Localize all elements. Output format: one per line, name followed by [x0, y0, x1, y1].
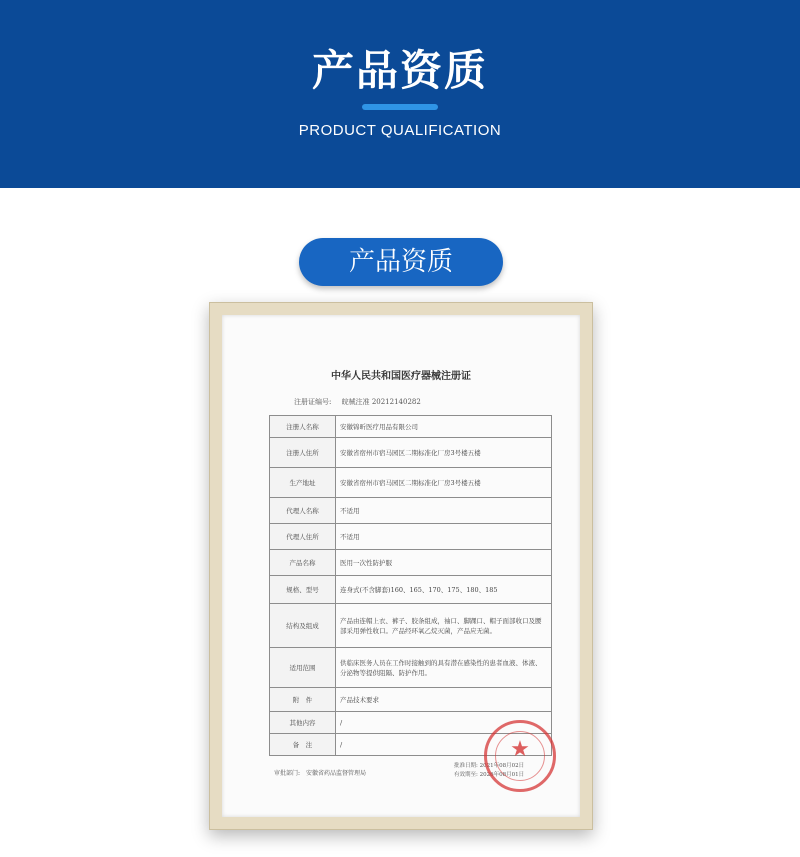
certificate-table — [269, 415, 552, 756]
row-key: 注册人名称 — [270, 416, 336, 438]
row-key: 适用范围 — [270, 648, 336, 688]
row-key: 附 件 — [270, 688, 336, 712]
approval-date: 批准日期: 2021年08月02日 — [454, 763, 525, 769]
table-row — [270, 550, 552, 576]
row-value: 安徽省宿州市宿马园区二期标准化厂房3号楼五楼 — [336, 438, 552, 468]
row-key: 代理人住所 — [270, 524, 336, 550]
approval-department: 审批部门: 安徽省药品监督管理局 — [274, 770, 367, 777]
table-row — [270, 438, 552, 468]
table-row — [270, 498, 552, 524]
header-banner — [0, 0, 800, 188]
row-key: 注册人住所 — [270, 438, 336, 468]
seal-star-icon: ★ — [510, 737, 530, 762]
registration-number — [294, 397, 429, 407]
banner-subtitle: PRODUCT QUALIFICATION — [298, 122, 502, 139]
row-value: 产品由连帽上衣、裤子、胶条组成，袖口、脚踝口、帽子面部收口及腰部采用弹性收口。产品经环氧乙烷灭菌，产品应无菌。 — [336, 604, 552, 648]
row-value: 安徽锦昕医疗用品有限公司 — [336, 416, 552, 438]
row-value: / — [336, 712, 552, 734]
certificate-title: 中华人民共和国医疗器械注册证 — [331, 371, 471, 382]
row-value: 产品技术要求 — [336, 688, 552, 712]
row-key: 其他内容 — [270, 712, 336, 734]
registration-label: 注册证编号: — [294, 398, 332, 406]
section-pill-label: 产品资质 — [299, 238, 503, 286]
row-key: 结构及组成 — [270, 604, 336, 648]
table-row — [270, 524, 552, 550]
table-row — [270, 468, 552, 498]
table-row — [270, 416, 552, 438]
row-value: 不适用 — [336, 498, 552, 524]
row-key: 产品名称 — [270, 550, 336, 576]
row-value: 供临床医务人员在工作时接触到的具有潜在感染性的患者血液、体液、分泌物等提供阻隔、防护作用。 — [336, 648, 552, 688]
row-value: 安徽省宿州市宿马园区二期标准化厂房3号楼五楼 — [336, 468, 552, 498]
registration-value: 皖械注准 20212140282 — [341, 398, 421, 406]
certificate-frame — [209, 302, 593, 830]
row-key: 规格、型号 — [270, 576, 336, 604]
official-seal-icon — [484, 720, 556, 792]
row-key: 生产地址 — [270, 468, 336, 498]
table-row — [270, 688, 552, 712]
row-value: 连身式(不含脚套)160、165、170、175、180、185 — [336, 576, 552, 604]
row-value: / — [336, 734, 552, 756]
table-row — [270, 604, 552, 648]
row-value: 不适用 — [336, 524, 552, 550]
banner-underline — [362, 104, 438, 110]
certificate-paper — [222, 315, 580, 817]
row-key: 备 注 — [270, 734, 336, 756]
row-key: 代理人名称 — [270, 498, 336, 524]
valid-until: 有效期至: 2026年08月01日 — [454, 772, 525, 778]
table-row — [270, 648, 552, 688]
row-value: 医用一次性防护服 — [336, 550, 552, 576]
table-row — [270, 576, 552, 604]
banner-title: 产品资质 — [311, 46, 488, 95]
